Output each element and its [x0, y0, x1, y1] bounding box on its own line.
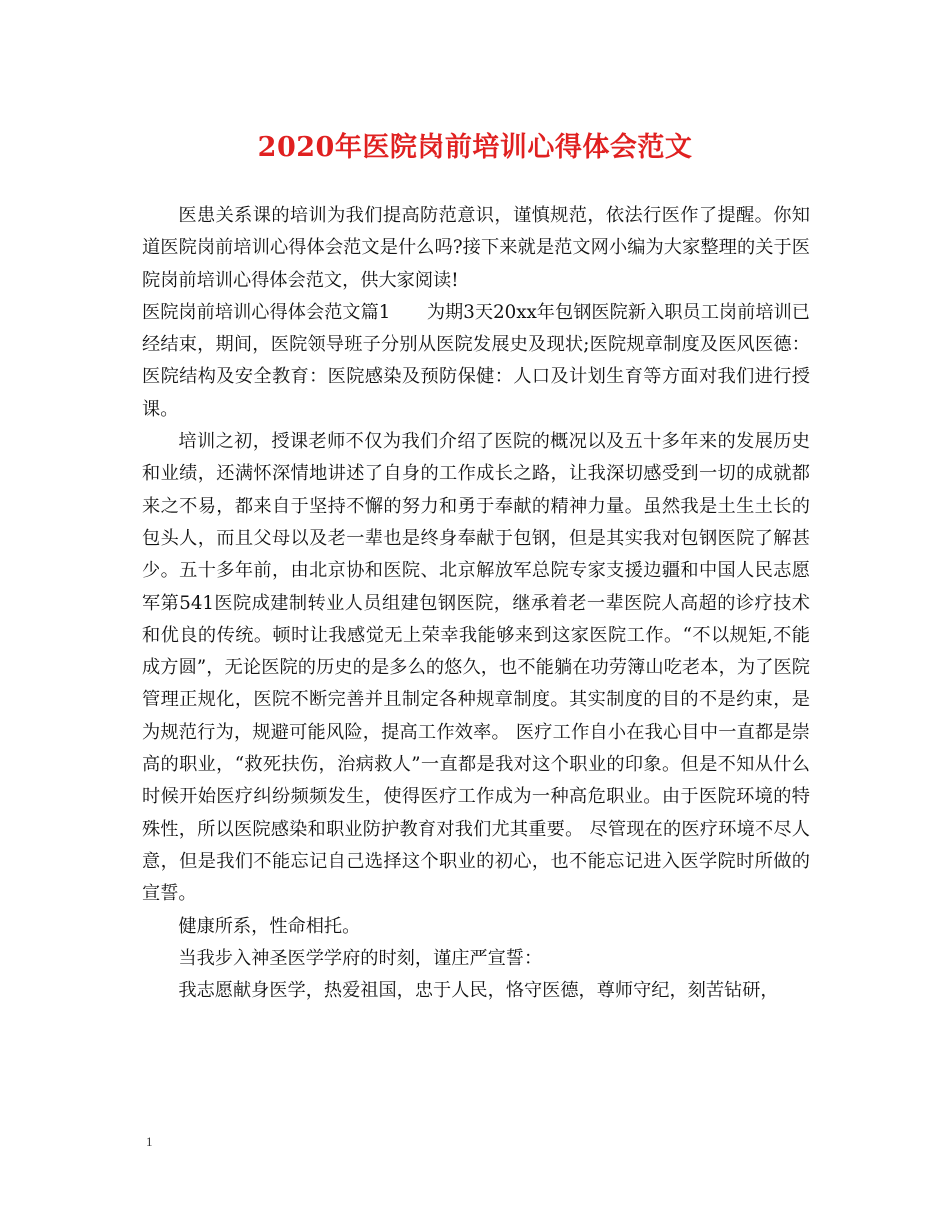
paragraph-intro: 医患关系课的培训为我们提高防范意识，谨慎规范，依法行医作了提醒。你知道医院岗前培训心得体会范文是什么吗?接下来就是范文网小编为大家整理的关于医院岗前培训心得体会范文，供大家阅读! — [142, 205, 810, 291]
document-body — [142, 200, 810, 1007]
page-title: 2020年医院岗前培训心得体会范文 — [257, 132, 693, 163]
paragraph-main: 培训之初，授课老师不仅为我们介绍了医院的概况以及五十多年来的发展历史和业绩，还满怀深情地讲述了自身的工作成长之路，让我深切感受到一切的成就都来之不易，都来自于坚持不懈的努力和勇于奉献的精神力量。虽然我是土生土长的包头人，而且父母以及老一辈也是终身奉献于包钢，但是其实我对包钢医院了解甚少。五十多年前，由北京协和医院、北京解放军总院专家支援边疆和中国人民志愿军第541医院成建制转业人员组建包钢医院，继承着老一辈医院人高超的诊疗技术和优良的传统。顿时让我感觉无上荣幸我能够来到这家医院工作。“不以规矩,不能成方圆”，无论医院的历史的是多么的悠久，也不能躺在功劳簿山吃老本，为了医院管理正规化，医院不断完善并且制定各种规章制度。其实制度的目的不是约束，是为规范行为，规避可能风险，提高工作效率。 医疗工作自小在我心目中一直都是崇高的职业，“救死扶伤，治病救人”一直都是我对这个职业的印象。但是不知从什么时候开始医疗纠纷频频发生，使得医疗工作成为一种高危职业。由于医院环境的特殊性，所以医院感染和职业防护教育对我们尤其重要。 尽管现在的医疗环境不尽人意，但是我们不能忘记自己选择这个职业的初心，也不能忘记进入医学院时所做的宣誓。 — [142, 431, 810, 905]
paragraph-section-1: 医院岗前培训心得体会范文篇1 为期3天20xx年包钢医院新入职员工岗前培训已经结束，期间，医院领导班子分别从医院发展史及现状;医院规章制度及医风医德：医院结构及安全教育：医院感染及预防保健：人口及计划生育等方面对我们进行授课。 — [142, 301, 810, 420]
page-number: 1 — [146, 1134, 153, 1149]
paragraph-oath-line-2: 当我步入神圣医学学府的时刻，谨庄严宣誓： — [178, 947, 543, 969]
paragraph-oath-line-3: 我志愿献身医学，热爱祖国，忠于人民，恪守医德，尊师守纪，刻苦钻研， — [178, 980, 779, 1002]
paragraph-oath-line-1: 健康所系，性命相托。 — [178, 915, 361, 937]
